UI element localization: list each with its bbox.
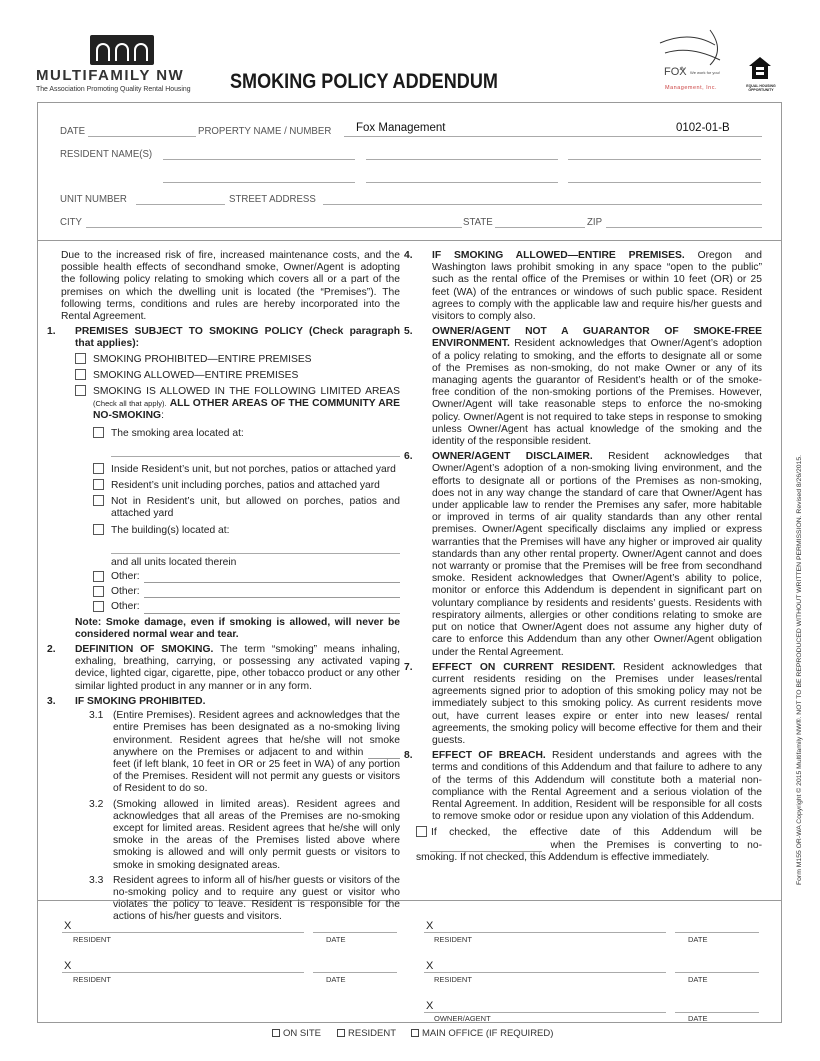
property-number-value[interactable]: 0102-01-B — [676, 122, 730, 134]
section-number: 6. — [404, 451, 413, 463]
subsection-3-2: (Smoking allowed in limited areas). Resident agrees and acknowledges that all areas of the Premises are no-smoking except for limited areas. Resident agrees that he/she will only smoke in the areas of the Premises listed above where smoking is allowed and will only permit guests or visitors to smoke in smoking designated areas. — [113, 798, 400, 871]
city-label: CITY — [60, 216, 83, 228]
zip-input[interactable] — [606, 227, 762, 228]
fox-logo-icon — [655, 25, 730, 70]
option-label: Other: — [111, 571, 140, 583]
checkbox-unit-with-porches[interactable] — [93, 479, 104, 490]
section-2-heading: DEFINITION OF SMOKING. — [75, 644, 214, 656]
section-number: 7. — [404, 661, 413, 673]
units-therein-text: and all units located therein — [111, 556, 237, 568]
copy-label: RESIDENT — [348, 1028, 397, 1039]
date-line[interactable] — [675, 932, 759, 933]
section-7-heading: EFFECT ON CURRENT RESIDENT. — [432, 661, 616, 673]
resident-name-input[interactable] — [366, 182, 558, 183]
date-line[interactable] — [313, 932, 397, 933]
option-label: Inside Resident’s unit, but not porches, patios or attached yard — [111, 463, 396, 475]
state-input[interactable] — [495, 227, 585, 228]
resident-name-input[interactable] — [568, 159, 761, 160]
other-input[interactable] — [144, 586, 400, 598]
section-5-heading: OWNER/AGENT NOT A GUARANTOR OF SMOKE-FREE ENVIRONMENT. — [432, 326, 762, 350]
section-number: 3. — [47, 695, 56, 707]
section-8-body: Resident understands and agrees with the terms and conditions of this Addendum and that failure to adhere to any of the terms of this Addendum will constitute both a material non-compliance with the Rental Agreement and a serious violation of the Rental Agreement. In addition, Resident will be responsible for all costs to remove smoke odor or residue upon any violation of this Addendum. — [432, 750, 762, 823]
left-column: Due to the increased risk of fire, increased maintenance costs, and the possible health effects of secondhand smoke, Owner/Agent is adopting the following policy relating to smoking which covers all or a part of the premises on which the dwelling unit is located (the “Premises”). The following terms, conditions and rules are hereby incorporated into the Rental Agreement. 1. PREMISES SUBJECT TO SMOKING POLICY (Check paragraph that applies): SMOKING PROHIBITED—ENTIRE PREMISES SMOKING ALLOWED—ENTIRE PREMISES SMOKING IS ALLOWED IN THE FOLLOWING LIMITED AREAS (Check all that apply). ALL OTHER AREAS OF THE COMMUNITY ARE NO-SMOKING: The smoking area located at: Inside Resident’s unit, but not porches, patios or attached yard Resident’s unit including porches, patios and attached yard Not in Resident’s unit, but allowed on porches, patios and attached yard The building(s) located at: and all units located therein Other: Other: Other: Note: Smoke damage, even if smoking is allowed, will never be considered normal wear and tear. 2. DEFINITION OF SMOKING. The term “smoking” means inhaling, exhaling, breathing, carrying, or possessing any activated vaping device, lighted cigar, cigarette, pipe, other tobacco product or any other similar lighted product in any manner or in any form. 3. IF SMOKING PROHIBITED. 3.1 (Entire Premises). Resident agrees and acknowledges that the entire Premises has been designated as a no-smoking living environment. Resident agrees that he/she will not smoke anywhere on the Premises or adjacent to and within feet (if left blank, 10 feet in OR or 25 feet in WA) of any portion of the Premises. Resident will not permit any guests or visitors of Resident to do so. 3.2 (Smoking allowed in limited areas). Resident agrees and acknowledges that all areas of the Premises are no-smoking except for limited areas. Resident agrees that he/she will only smoke in the areas of the Premises listed above where smoking is allowed and will only permit guests or visitors to smoke in smoking designated areas. 3.3 Resident agrees to inform all of his/her guests or visitors of the no-smoking policy and to require any guest or visitor who violates the policy to leave. Resident is responsible for the actions of his/her guests and visitors. — [47, 250, 400, 923]
copy-on-site[interactable] — [272, 1028, 321, 1039]
checkbox-other[interactable] — [93, 571, 104, 582]
unit-number-label: UNIT NUMBER — [60, 193, 127, 205]
intro-paragraph: Due to the increased risk of fire, increased maintenance costs, and the possible health effects of secondhand smoke, Owner/Agent is adopting the following policy relating to smoking which covers all or a part of the premises on which the dwelling unit is located (the “Premises”). The following terms, conditions and rules are hereby incorporated into the Rental Agreement. — [61, 250, 400, 323]
date-line[interactable] — [313, 972, 397, 973]
resident-label: RESIDENT — [73, 975, 111, 984]
date-input[interactable] — [88, 136, 196, 137]
section-7-body: Resident acknowledges that current residents residing on the Premises under leases/rental agreements signed prior to adoption of this smoking policy may not be immediately subject to this smoking policy. As current residents move out, have current leases expire or enter into new leases/ rental agreements, the smoking policy will become effective for them and their guests. — [432, 661, 762, 746]
resident-names-label: RESIDENT NAME(S) — [60, 148, 153, 160]
option-label: SMOKING IS ALLOWED IN THE FOLLOWING LIMITED AREAS — [93, 386, 400, 398]
checkbox-icon — [272, 1029, 280, 1037]
resident-name-input[interactable] — [568, 182, 761, 183]
copy-label: ON SITE — [283, 1028, 322, 1039]
zip-label: ZIP — [587, 216, 603, 228]
resident-label: RESIDENT — [434, 935, 472, 944]
resident-label: RESIDENT — [434, 975, 472, 984]
checkbox-inside-unit[interactable] — [93, 463, 104, 474]
section-2-body: The term “smoking” means inhaling, exhaling, breathing, carrying, or possessing any activated vaping device, lighted cigar, cigarette, pipe, other tobacco product or any other similar lighted product in any manner or in any form. — [75, 644, 400, 692]
section-4-body: Oregon and Washington laws prohibit smoking in any space “open to the public” such as the rental office of the Premises or within 10 feet (OR) or 25 feet (WA) of the entrances or windows of such public space. Resident agrees to comply with the applicable law and require his/her guests and visitors to comply also. — [432, 250, 762, 323]
divider — [37, 240, 782, 241]
smoking-area-input[interactable] — [111, 456, 400, 457]
subsection-number: 3.1 — [89, 710, 104, 722]
checkbox-porches-only[interactable] — [93, 495, 104, 506]
property-input[interactable] — [344, 136, 762, 137]
property-label: PROPERTY NAME / NUMBER — [198, 125, 332, 137]
equal-housing-icon — [748, 56, 772, 80]
owner-signature-line[interactable] — [424, 1012, 666, 1013]
option-label: Other: — [111, 601, 140, 613]
section-6-body: Resident acknowledges that Owner/Agent’s adoption of a non-smoking living environment, and the efforts to designate all or portions of the Premises as non-smoking, does not in any way change the standard of care that Owner/Agent has under applicable law to render the Premises any safer, more habitable or improved in terms of air quality standards than any other rental premises. Owner/Agent specifically disclaims any implied or express warranties that the Premises will have any higher or improved air quality standards than any other rental property. Owner/Agent cannot and does not warranty or promise that the Premises will be free from secondhand smoke. Resident acknowledges that Owner/Agent’s ability to police, monitor or enforce this Addendum is dependent in significant part on voluntary compliance by residents and residents’ guests. Residents with respiratory ailments, allergies or other conditions relating to smoke are put on notice that Owner/Agent does not assume any higher duty of care to enforce this Addendum than any other Owner/Agent obligation under the Rental Agreement. — [432, 451, 762, 658]
city-input[interactable] — [86, 227, 462, 228]
section-number: 2. — [47, 644, 56, 656]
section-1-heading: PREMISES SUBJECT TO SMOKING POLICY (Check paragraph that applies): — [75, 326, 400, 350]
section-5-body: Resident acknowledges that Owner/Agent’s adoption of a policy relating to smoking, and the efforts to designate all or some of the Premises as non-smoking, do not make Owner or any of its managing agents the guarantor of Resident’s health or of the smoke-free condition of the non-smoking portions of the Premises. However, Owner/Agent will take reasonable steps to enforce the no-smoking policy. Owner/Agent is not required to take steps in response to smoking unless Owner/Agent has actual knowledge of the smoking and the identity of the responsible resident. — [432, 338, 762, 448]
resident-signature-line[interactable] — [424, 932, 666, 933]
street-address-input[interactable] — [323, 204, 762, 205]
checkbox-other[interactable] — [93, 601, 104, 612]
x-mark: X — [426, 920, 434, 932]
option-label: SMOKING PROHIBITED—ENTIRE PREMISES — [93, 353, 312, 365]
equal-housing-text: EQUAL HOUSING OPPORTUNITY — [746, 84, 776, 92]
x-mark: X — [426, 960, 434, 972]
section-number: 1. — [47, 326, 56, 338]
option-label: The building(s) located at: — [111, 524, 230, 536]
copy-label: MAIN OFFICE (IF REQUIRED) — [422, 1028, 554, 1039]
option-note-bold: ALL OTHER AREAS OF THE COMMUNITY ARE NO-SMOKING — [93, 398, 400, 422]
copy-main-office[interactable] — [411, 1028, 553, 1039]
resident-name-input[interactable] — [163, 182, 355, 183]
date-label: DATE — [688, 935, 708, 944]
date-label: DATE — [326, 975, 346, 984]
subsection-3-1-cont: feet (if left blank, 10 feet in OR or 25 feet in WA) of any portion of the Premises. Resident will not permit any guests or visitors of Resident to do so. — [113, 758, 400, 795]
date-label: DATE — [60, 125, 86, 137]
owner-agent-label: OWNER/AGENT — [434, 1014, 491, 1023]
option-label: The smoking area located at: — [111, 427, 244, 439]
resident-label: RESIDENT — [73, 935, 111, 944]
x-mark: X — [426, 1000, 434, 1012]
resident-name-input[interactable] — [366, 159, 558, 160]
checkbox-buildings[interactable] — [93, 524, 104, 535]
unit-number-input[interactable] — [136, 204, 225, 205]
option-label: Resident’s unit including porches, patios and attached yard — [111, 480, 380, 492]
checkbox-icon — [411, 1029, 419, 1037]
checkbox-effective-date[interactable] — [416, 826, 427, 837]
section-number: 5. — [404, 326, 413, 338]
resident-name-input[interactable] — [163, 159, 355, 160]
right-column — [404, 250, 762, 867]
option-label: SMOKING ALLOWED—ENTIRE PREMISES — [93, 369, 299, 381]
section-6-heading: OWNER/AGENT DISCLAIMER. — [432, 451, 593, 463]
subsection-number: 3.3 — [89, 874, 104, 886]
smoke-damage-note: Note: Smoke damage, even if smoking is allowed, will never be considered normal wear and tear. — [75, 616, 400, 640]
section-number: 4. — [404, 250, 413, 261]
checkbox-smoking-allowed[interactable] — [75, 369, 86, 380]
org-tagline: The Association Promoting Quality Rental Housing — [36, 84, 191, 93]
copy-resident[interactable] — [337, 1028, 396, 1039]
checkbox-other[interactable] — [93, 586, 104, 597]
state-label: STATE — [463, 216, 493, 228]
subsection-number: 3.2 — [89, 798, 104, 810]
org-name: MULTIFAMILY NW — [36, 67, 185, 84]
effective-date-text-cont: when the Premises is converting to no-smoking. If not checked, this Addendum is effective immediately. — [416, 839, 762, 863]
subsection-3-1: (Entire Premises). Resident agrees and acknowledges that the entire Premises has been designated as a no-smoking living environment. Resident agrees that he/she will not smoke anywhere on the Premises or adjacent to and within — [113, 710, 400, 758]
resident-signature-line[interactable] — [424, 972, 666, 973]
effective-date-text: If checked, the effective date of this Addendum will be — [431, 827, 762, 839]
fox-logo-text: FOX — [664, 66, 687, 78]
page-title: SMOKING POLICY ADDENDUM — [230, 70, 498, 93]
checkbox-smoking-prohibited[interactable] — [75, 353, 86, 364]
date-line[interactable] — [675, 1012, 759, 1013]
other-input[interactable] — [144, 571, 400, 583]
section-8-heading: EFFECT OF BREACH. — [432, 750, 546, 762]
date-label: DATE — [688, 975, 708, 984]
x-mark: X — [64, 960, 72, 972]
subsection-3-3: Resident agrees to inform all of his/her guests or visitors of the no-smoking policy and to require any guest or visitor who violates the policy to leave. Resident is responsible for the actions of his/her guests and visitors. — [113, 874, 400, 923]
resident-signature-line[interactable] — [62, 932, 304, 933]
section-number: 8. — [404, 750, 413, 762]
copyright-side-note: Form M155 OR-WA Copyright © 2015 Multifamily NW®. NOT TO BE REPRODUCED WITHOUT WRITTEN PERMISSION. Revised 8/26/2015. — [796, 454, 803, 885]
buildings-input[interactable] — [111, 553, 400, 554]
checkbox-smoking-area[interactable] — [93, 427, 104, 438]
date-line[interactable] — [675, 972, 759, 973]
section-4-heading: IF SMOKING ALLOWED—ENTIRE PREMISES. — [432, 250, 685, 261]
multifamily-nw-logo — [90, 35, 154, 65]
option-label: Not in Resident’s unit, but allowed on porches, patios and attached yard — [111, 496, 400, 520]
checkbox-limited-areas[interactable] — [75, 385, 86, 396]
fox-slogan: We work for you! — [690, 70, 720, 75]
date-label: DATE — [688, 1014, 708, 1023]
resident-signature-line[interactable] — [62, 972, 304, 973]
x-mark: X — [64, 920, 72, 932]
date-label: DATE — [326, 935, 346, 944]
option-note: (Check all that apply). — [93, 399, 167, 409]
section-3-heading: IF SMOKING PROHIBITED. — [75, 695, 206, 707]
property-name-value[interactable]: Fox Management — [356, 122, 446, 134]
street-address-label: STREET ADDRESS — [229, 193, 316, 205]
option-label: Other: — [111, 586, 140, 598]
other-input[interactable] — [144, 601, 400, 613]
checkbox-icon — [337, 1029, 345, 1037]
fox-subtitle: Management, Inc. — [665, 85, 718, 91]
